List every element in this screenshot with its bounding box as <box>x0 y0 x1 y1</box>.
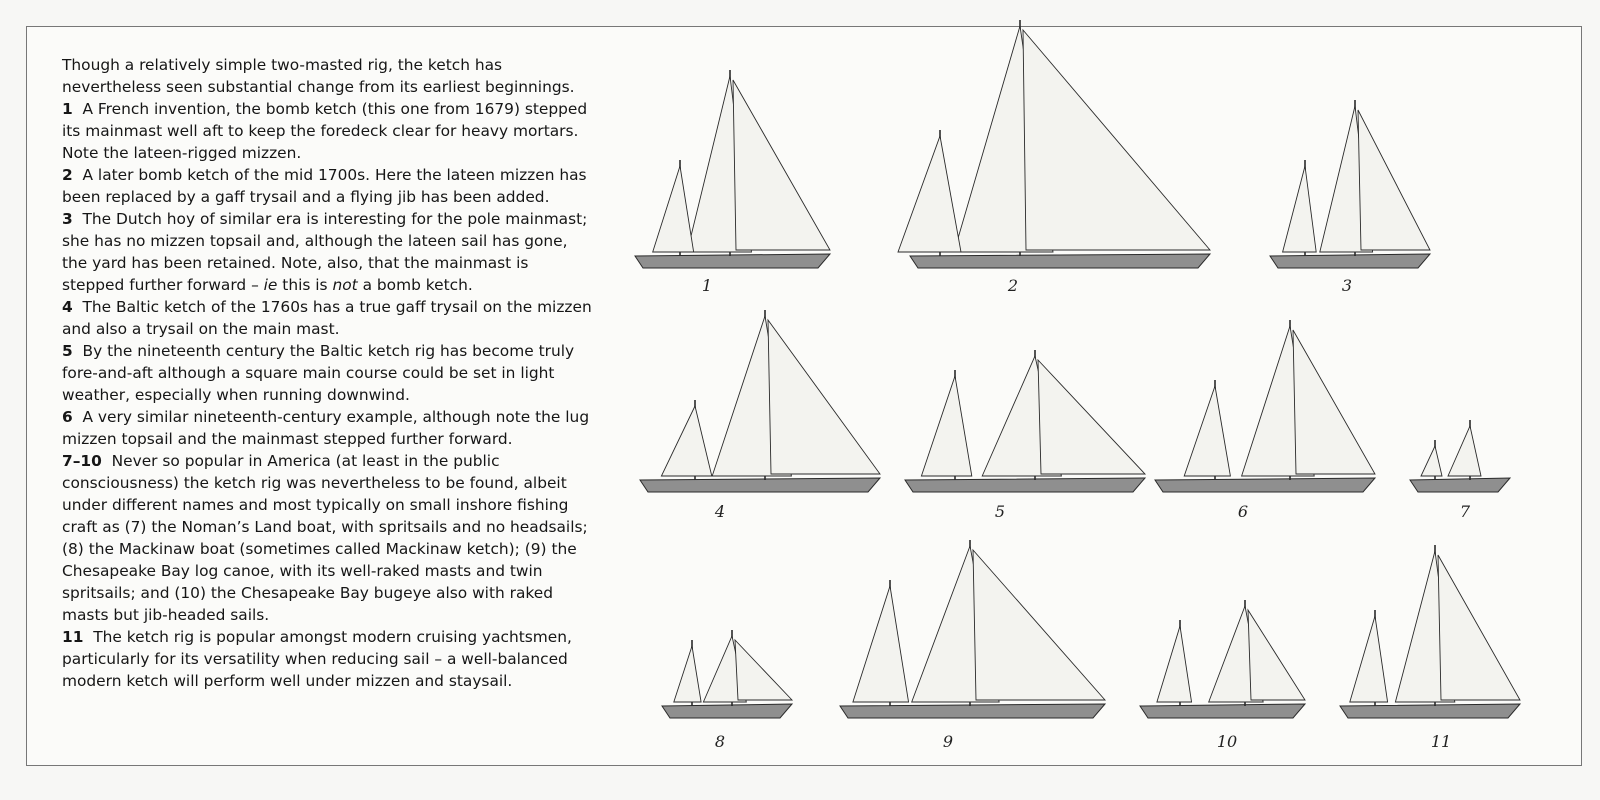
hull <box>1155 478 1375 492</box>
mizzen-sail <box>1350 616 1388 702</box>
item-text-italic-ie: ie <box>263 276 278 294</box>
item-2 <box>62 164 592 208</box>
headsail <box>1038 360 1145 474</box>
caption-1: 1 <box>701 276 713 295</box>
hull <box>640 478 880 492</box>
ship-10 <box>1140 600 1305 718</box>
headsail <box>1023 30 1210 250</box>
item-number: 7–10 <box>62 452 102 470</box>
ship-4 <box>640 310 880 492</box>
caption-10: 10 <box>1216 732 1238 751</box>
item-text: Never so popular in America (at least in the public consciousness) the ketch rig was nevertheless to be found, albeit under different names and most typically on small inshore fishing craft as (7) the Noman’s Land boat, with spritsails and no headsails; (8) the Mackinaw boat (sometimes called Mackinaw ketch); (9) the Chesapeake Bay log canoe, with its well-raked masts and twin spritsails; and (10) the Chesapeake Bay bugeye also with raked masts but jib-headed sails. <box>62 452 593 624</box>
mizzen-sail <box>1157 626 1192 702</box>
hull <box>635 254 830 268</box>
headsail <box>1293 330 1375 474</box>
hull <box>905 478 1145 492</box>
ship-2 <box>898 20 1210 268</box>
item-number: 4 <box>62 298 73 316</box>
intro-paragraph: Though a relatively simple two-masted rig, the ketch has nevertheless seen substantial change from its earliest beginnings. <box>62 56 575 96</box>
item-3 <box>62 208 592 296</box>
mizzen-sail <box>1283 166 1317 252</box>
hull <box>1140 704 1305 718</box>
caption-9: 9 <box>942 732 954 751</box>
mizzen-sail <box>898 136 961 252</box>
caption-8: 8 <box>714 732 726 751</box>
caption-5: 5 <box>994 502 1006 521</box>
item-6 <box>62 406 592 450</box>
item-text: The Baltic ketch of the 1760s has a true gaff trysail on the mizzen and also a trysail on the main mast. <box>62 298 597 338</box>
mizzen-sail <box>1421 446 1442 476</box>
mainsail <box>1448 426 1481 476</box>
mizzen-sail <box>661 406 711 476</box>
item-text: A French invention, the bomb ketch (this one from 1679) stepped its mainmast well aft to keep the foredeck clear for heavy mortars. Note the lateen-rigged mizzen. <box>62 100 593 162</box>
caption-6: 6 <box>1237 502 1249 521</box>
mizzen-sail <box>921 376 971 476</box>
ship-8 <box>662 630 792 718</box>
hull <box>1270 254 1430 268</box>
hull <box>840 704 1105 718</box>
item-number: 11 <box>62 628 84 646</box>
item-4 <box>62 296 597 340</box>
item-number: 3 <box>62 210 73 228</box>
item-text: By the nineteenth century the Baltic ketch rig has become truly fore-and-aft although a square main course could be set in light weather, especially when running downwind. <box>62 342 579 404</box>
hull <box>910 254 1210 268</box>
item-text: A later bomb ketch of the mid 1700s. Here the lateen mizzen has been replaced by a gaff trysail and a flying jib has been added. <box>62 166 592 206</box>
item-text: The ketch rig is popular amongst modern cruising yachtsmen, particularly for its versatility when reducing sail – a well-balanced modern ketch will perform well under mizzen and staysail. <box>62 628 577 690</box>
item-11 <box>62 626 592 692</box>
ship-5 <box>905 350 1145 492</box>
item-1 <box>62 98 592 164</box>
headsail <box>768 320 880 474</box>
headsail <box>1248 610 1305 700</box>
ship-1 <box>635 70 830 268</box>
item-number: 6 <box>62 408 73 426</box>
headsail <box>1358 110 1430 250</box>
ship-11 <box>1340 545 1520 718</box>
mizzen-sail <box>1184 386 1230 476</box>
caption-3: 3 <box>1341 276 1353 295</box>
item-text: a bomb ketch. <box>357 276 473 294</box>
mizzen-sail <box>674 646 701 702</box>
caption-7: 7 <box>1459 502 1471 521</box>
hull <box>662 704 792 718</box>
caption-4: 4 <box>714 502 726 521</box>
ship-7 <box>1410 420 1510 492</box>
headsail <box>973 550 1105 700</box>
headsail <box>1438 555 1520 700</box>
item-number: 2 <box>62 166 73 184</box>
caption-2: 2 <box>1007 276 1019 295</box>
item-number: 5 <box>62 342 73 360</box>
caption-11: 11 <box>1430 732 1452 751</box>
ship-9 <box>840 540 1105 718</box>
headsail <box>735 640 792 700</box>
item-text: A very similar nineteenth-century example, although note the lug mizzen topsail and the mainmast stepped further forward. <box>62 408 594 448</box>
ships-drawing <box>620 10 1580 780</box>
item-7-10 <box>62 450 592 626</box>
item-text: this is <box>277 276 333 294</box>
mizzen-sail <box>853 586 909 702</box>
text-column <box>62 54 597 692</box>
mizzen-sail <box>653 166 694 252</box>
item-number: 1 <box>62 100 73 118</box>
item-text: The Dutch hoy of similar era is interesting for the pole mainmast; she has no mizzen topsail and, although the lateen sail has gone, the yard has been retained. Note, also, that the mainmast is stepped further forward – <box>62 210 593 294</box>
item-5 <box>62 340 592 406</box>
item-text-italic-not: not <box>332 276 358 294</box>
headsail <box>733 80 830 250</box>
hull <box>1340 704 1520 718</box>
ship-6 <box>1155 320 1375 492</box>
ship-3 <box>1270 100 1430 268</box>
ketch-illustrations <box>620 10 1580 780</box>
hull <box>1410 478 1510 492</box>
